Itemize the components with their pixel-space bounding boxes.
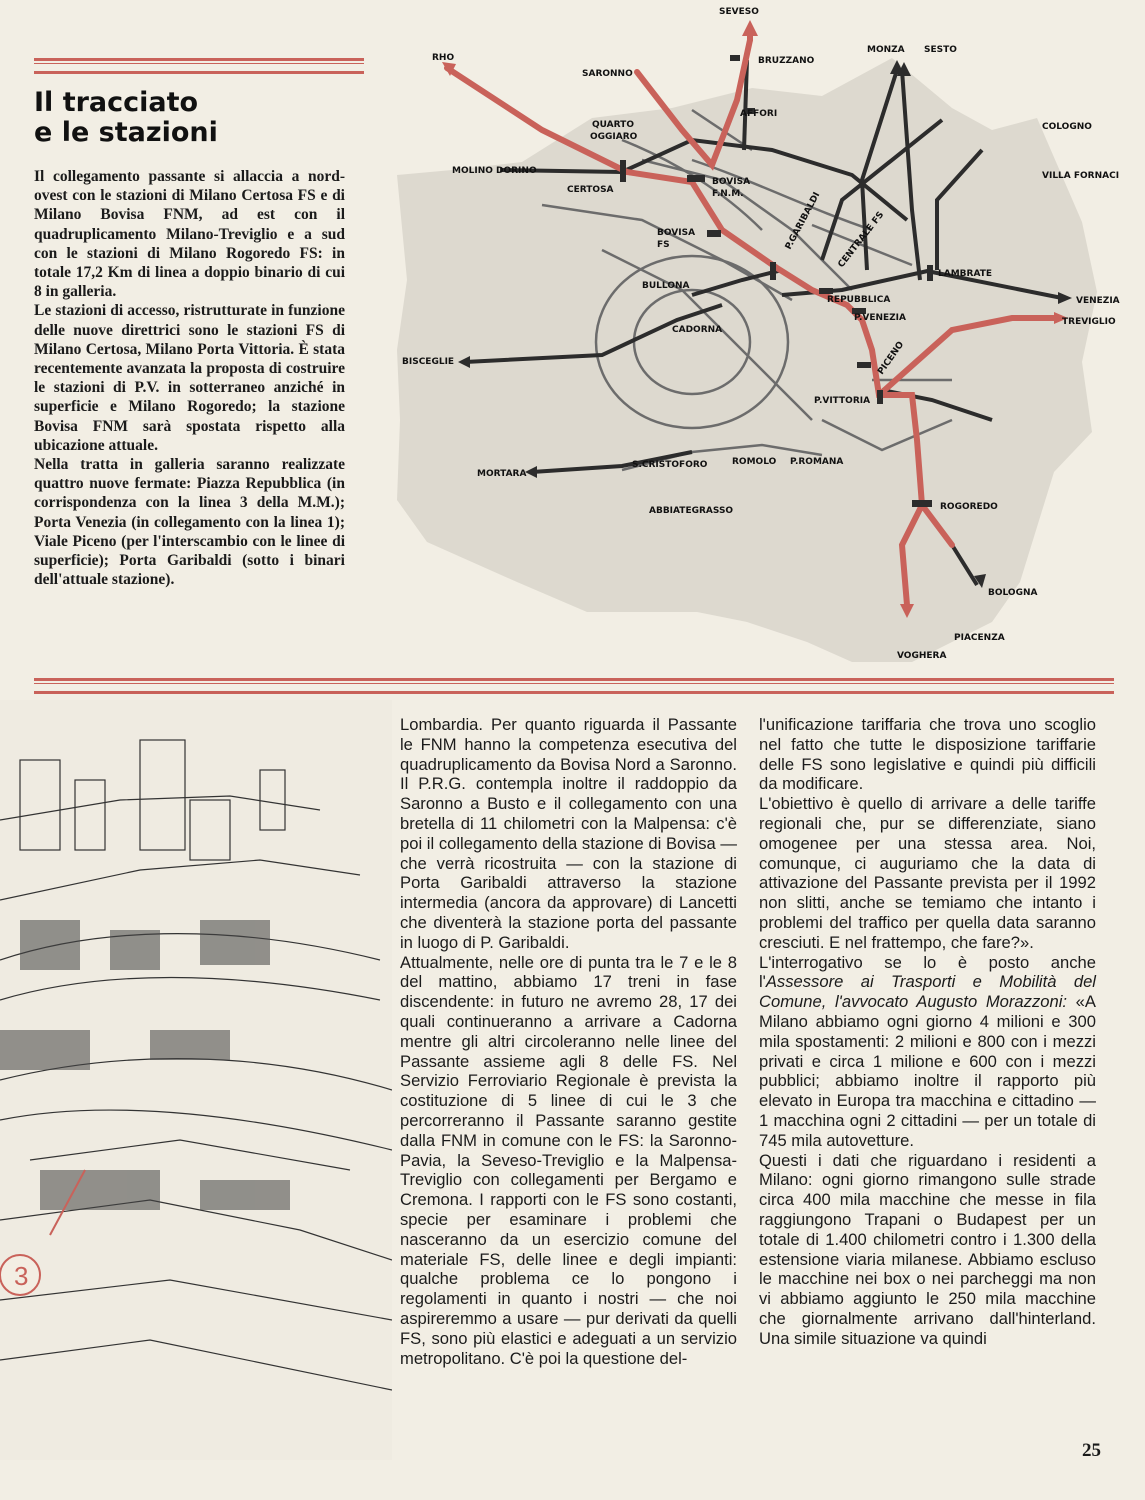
label-rho: RHO [432,53,455,63]
label-abbiategrasso: ABBIATEGRASSO [649,506,734,516]
label-bovisa-fnm-1: BOVISA [712,177,751,187]
label-seveso: SEVESO [719,7,759,17]
label-bisceglie: BISCEGLIE [402,357,455,367]
label-promana: P.ROMANA [790,457,844,467]
article-paragraph: l'unificazione tariffaria che trova uno scoglio nel fatto che tutte le disposizione tariffarie delle FS sono legislative e quindi più difficili da modificare. [759,715,1096,794]
article-paragraph: L'obiettivo è quello di arrivare a delle tariffe regionali che, pur se differenziate, siano omogenee per una stessa area. Noi, comunque, ci auguriamo che la data di attivazione del Passante prevista per il 1992 non slitti, anche se temiamo che intanto i problemi del traffico per quella data saranno cresciuti. E nel frattempo, che fare?». [759,794,1096,952]
sidebar-title-line-1: Il tracciato [34,87,199,118]
article-paragraph [759,953,1096,1151]
article-column-right [759,715,1096,1349]
sidebar-title [34,88,354,148]
sidebar-paragraph: Le stazioni di accesso, ristrutturate in funzione delle nuove direttrici sono le stazioni FS di Milano Certosa, Milano Porta Vittoria. È stata recentemente avanzata la proposta di costruire le stazioni di P.V. in sotterraneo anziché in superficie e Milano Rogoredo; la stazione Bovisa FNM sarà spostata rispetto alla ubicazione attuale. [34,302,345,454]
label-sesto: SESTO [924,45,957,55]
label-repubblica: REPUBBLICA [827,295,891,305]
sidebar-paragraph: Il collegamento passante si allaccia a nord-ovest con le stazioni di Milano Certosa FS e di Milano Bovisa FNM, ad est con il quadruplicamento Milano-Treviglio e a sud con le stazioni di Milano Rogoredo FS: in totale 17,2 Km di linea a doppio binario di cui 8 in galleria. [34,168,345,301]
label-lambrate: LAMBRATE [938,269,992,279]
label-bruzzano: BRUZZANO [758,56,815,66]
label-mortara: MORTARA [477,469,527,479]
top-rule [34,58,364,74]
label-voghera: VOGHERA [897,651,947,661]
section-rule [34,678,1114,694]
sidebar-body [34,167,345,589]
label-oggiaro: OGGIARO [590,132,638,142]
label-cadorna: CADORNA [672,325,723,335]
intro-text: L'interrogativo se lo è posto anche l' [759,952,1096,992]
label-molino-dorino: MOLINO DORINO [452,166,537,176]
label-rogoredo: ROGOREDO [940,502,998,512]
label-romolo: ROMOLO [732,457,777,467]
italic-text: Assessore ai Trasporti e Mobilità del Comune, l'avvocato Augusto Morazzoni: [759,972,1096,1012]
article-paragraph: Attualmente, nelle ore di punta tra le 7 e le 8 del mattino, abbiamo 17 treni in fase discendente: in futuro ne avremo 28, 17 dei quali continueranno a arrivare a Cadorna mentre gli altri circoleranno nelle linee del Passante assieme agli 8 delle FS. Nel Servizio Ferroviario Regionale è prevista la costituzione di 5 linee di cui le 3 che percorreranno il Passante saranno gestite dalla FNM in comune con le FS: la Saronno-Pavia, la Seveso-Treviglio e la Malpensa-Treviglio con collegamenti per Bergamo e Cremona. I rapporti con le FS sono costanti, specie per esaminare i problemi che nasceranno da un esercizio comune del materiale FS, delle linee e degli impianti: qualche problema ce lo pongono i regolamenti in quanto i nostri — che noi aspireremmo a usare — pur derivati da quelli FS, sono più elastici e adeguati a un servizio metropolitano. C'è poi la questione del- [400,952,737,1368]
label-centrale: CENTRALE FS [836,210,887,270]
label-bologna: BOLOGNA [988,588,1038,598]
label-garibaldi: P.GARIBALDI [783,190,823,252]
label-piacenza: PIACENZA [954,633,1005,643]
label-quarto: QUARTO [592,120,634,130]
label-bovisa-fnm-2: F.N.M. [712,189,744,199]
callout-number: 3 [14,1261,29,1291]
label-pvenezia: P.VENEZIA [854,313,906,323]
label-scristoforo: S.CRISTOFORO [632,460,708,470]
sidebar-paragraph: Nella tratta in galleria saranno realizzate quattro nuove fermate: Piazza Repubblica (in corrispondenza con la linea 3 della M.M.); Porta Venezia (in collegamento con la linea 1); Viale Piceno (per l'interscambio con le linee di superficie); Porta Garibaldi (sotto i binari dell'attuale stazione). [34,456,345,589]
label-certosa: CERTOSA [567,185,614,195]
label-monza: MONZA [867,45,905,55]
label-saronno: SARONNO [582,69,633,79]
article-paragraph: Questi i dati che riguardano i residenti a Milano: ogni giorno rimangono sulle strade circa 400 mila macchine che messe in fila raggiungono Trapani o Budapest per un totale di 1.400 chilometri contro i 1.300 della estensione viaria milanese. Abbiamo escluso le macchine nei box o nei parcheggi ma non vi abbiamo aggiunto le 250 mila macchine che giornalmente arrivano dall'hinterland. Una simile situazione va quindi [759,1150,1096,1348]
article-paragraph: Lombardia. Per quanto riguarda il Passante le FNM hanno la competenza esecutiva del quadruplicamento da Bovisa Nord a Saronno. Il P.R.G. contempla inoltre il raddoppio da Saronno a Busto e il collegamento con una bretella di 11 chilometri con la Malpensa: c'è poi il collegamento della stazione di Bovisa — che verrà ricostruita — con la stazione di Porta Garibaldi attraverso la stazione intermedia (ancora da approvare) di Lancetti che diventerà la stazione porta del passante in luogo di P. Garibaldi. [400,715,737,952]
aerial-illustration [0,700,392,1460]
sidebar-title-line-2: e le stazioni [34,117,218,148]
article-column-middle [400,715,737,1368]
label-villa-fornaci: VILLA FORNACI [1042,171,1120,181]
label-bullona: BULLONA [642,281,690,291]
quote-text: «A Milano abbiamo ogni giorno 4 milioni e 300 mila spostamenti: 2 milioni e 800 con i mezzi privati e circa 1 milione e 600 con i mezzi pubblici; abbiamo inoltre il rapporto più elevato in Europa tra macchina e cittadino — 1 macchina ogni 2 cittadini — per un totale di 745 mila autovetture. [759,992,1096,1150]
label-bovisa-fs-1: BOVISA [657,228,696,238]
label-affori: AFFORI [740,109,778,119]
label-bovisa-fs-2: FS [657,240,670,250]
label-piceno: PICENO [876,339,907,377]
label-cologno: COLOGNO [1042,122,1092,132]
page-number: 25 [1082,1440,1101,1461]
label-pvittoria: P.VITTORIA [814,396,871,406]
label-treviglio: TREVIGLIO [1062,317,1116,327]
railway-map [392,0,1145,672]
label-venezia: VENEZIA [1076,296,1120,306]
